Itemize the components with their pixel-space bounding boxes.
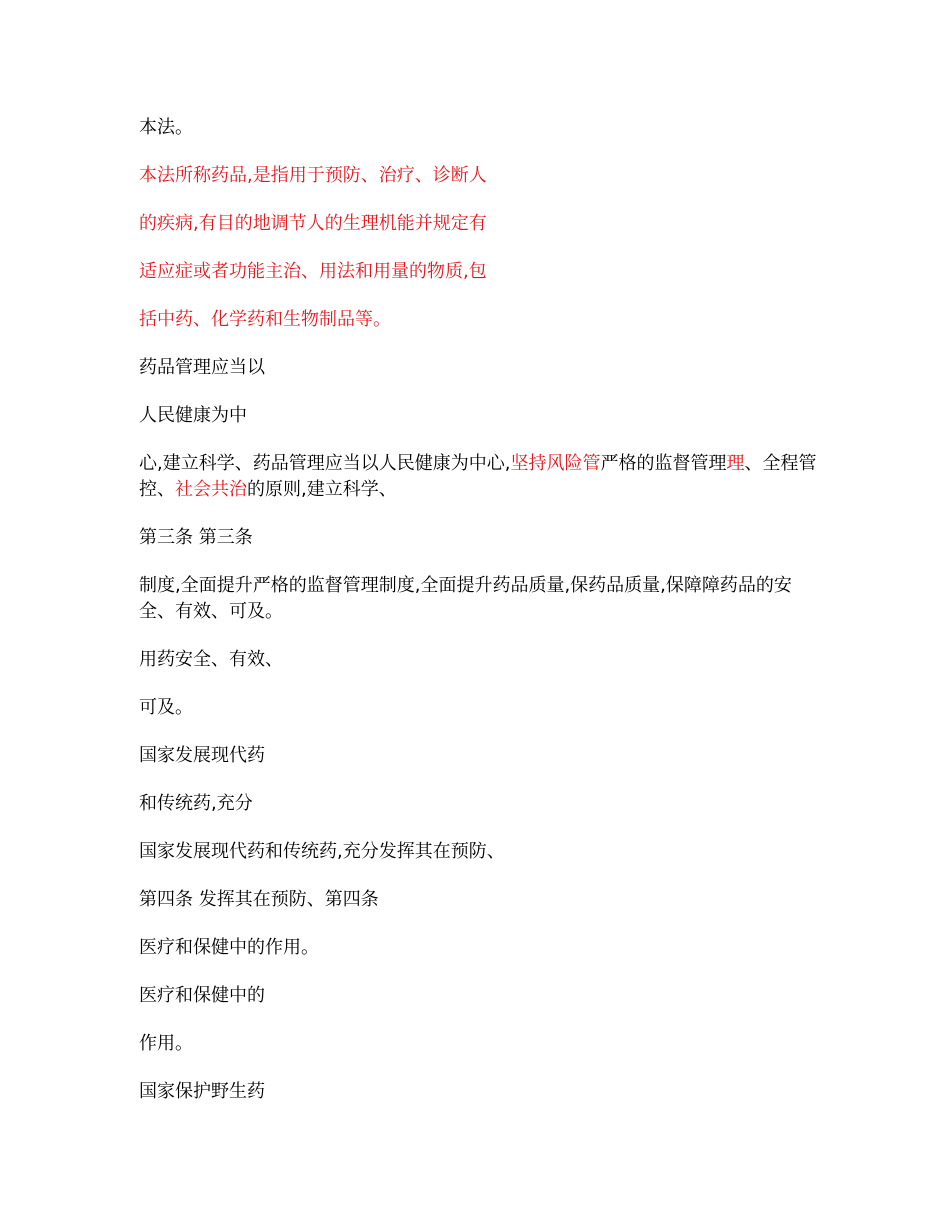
text-run: 人民健康为中 bbox=[139, 405, 247, 426]
text-run: 第四条 发挥其在预防、第四条 bbox=[139, 889, 379, 910]
paragraph bbox=[139, 839, 819, 865]
document-body bbox=[139, 115, 819, 1127]
text-run: 第三条 第三条 bbox=[139, 527, 253, 548]
text-run: 、全程管控、 bbox=[139, 453, 817, 500]
text-run: 医疗和保健中的 bbox=[139, 985, 265, 1006]
text-run: 国家保护野生药 bbox=[139, 1081, 265, 1102]
paragraph bbox=[139, 1079, 819, 1105]
highlighted-text-run: 本法所称药品,是指用于预防、治疗、诊断人 bbox=[139, 165, 487, 186]
paragraph bbox=[139, 743, 819, 769]
highlighted-paragraph bbox=[139, 211, 819, 237]
highlighted-text-run: 社会共治 bbox=[175, 479, 247, 500]
text-run: 的原则,建立科学、 bbox=[247, 479, 397, 500]
paragraph bbox=[139, 355, 819, 381]
paragraph bbox=[139, 451, 819, 503]
text-run: 国家发展现代药 bbox=[139, 745, 265, 766]
paragraph bbox=[139, 935, 819, 961]
paragraph bbox=[139, 403, 819, 429]
paragraph bbox=[139, 983, 819, 1009]
paragraph bbox=[139, 647, 819, 673]
paragraph bbox=[139, 525, 819, 551]
highlighted-paragraph bbox=[139, 163, 819, 189]
text-run: 和传统药,充分 bbox=[139, 793, 253, 814]
text-run: 严格的监督管理 bbox=[600, 453, 727, 474]
paragraph bbox=[139, 1031, 819, 1057]
highlighted-paragraph bbox=[139, 259, 819, 285]
paragraph bbox=[139, 115, 819, 141]
text-run: 国家发展现代药和传统药,充分发挥其在预防、 bbox=[139, 841, 505, 862]
highlighted-text-run: 适应症或者功能主治、用法和用量的物质,包 bbox=[139, 261, 487, 282]
text-run: 本法。 bbox=[139, 117, 193, 138]
paragraph bbox=[139, 695, 819, 721]
text-run: 用药安全、有效、 bbox=[139, 649, 283, 670]
text-run: 制度,全面提升严格的监督管理制度,全面提升药品质量,保药品质量,保障障药品的安全、有效、可及。 bbox=[139, 575, 792, 622]
text-run: 医疗和保健中的作用。 bbox=[139, 937, 319, 958]
text-run: 心,建立科学、药品管理应当以人民健康为中心, bbox=[139, 453, 511, 474]
paragraph bbox=[139, 887, 819, 913]
paragraph bbox=[139, 791, 819, 817]
highlighted-text-run: 的疾病,有目的地调节人的生理机能并规定有 bbox=[139, 213, 487, 234]
text-run: 作用。 bbox=[139, 1033, 193, 1054]
highlighted-text-run: 坚持风险管 bbox=[510, 453, 601, 474]
highlighted-paragraph bbox=[139, 307, 819, 333]
highlighted-text-run: 括中药、化学药和生物制品等。 bbox=[139, 309, 391, 330]
text-run: 药品管理应当以 bbox=[139, 357, 265, 378]
highlighted-text-run: 理 bbox=[726, 453, 745, 474]
text-run: 可及。 bbox=[139, 697, 193, 718]
paragraph bbox=[139, 573, 819, 625]
